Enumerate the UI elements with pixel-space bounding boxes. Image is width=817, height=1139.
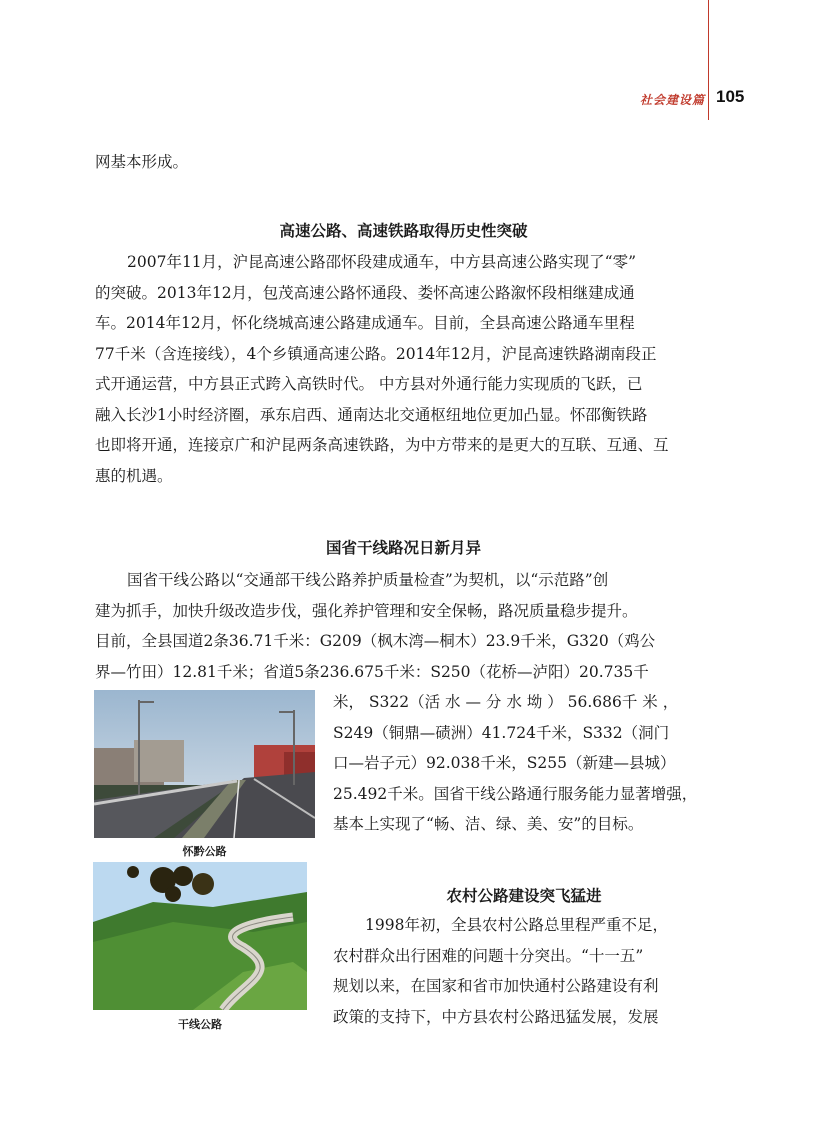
text-line: 目前，全县国道2条36.71千米：G209（枫木湾—桐木）23.9千米，G320（鸡公 (95, 632, 656, 650)
text-line: 政策的支持下，中方县农村公路迅猛发展，发展 (333, 1007, 659, 1026)
text-line: 农村群众出行困难的问题十分突出。“十一五” (333, 946, 644, 965)
page-number: 105 (716, 87, 745, 106)
header-divider-line (708, 0, 709, 120)
text-line: 式开通运营，中方县正式跨入高铁时代。 中方县对外通行能力实现质的飞跃，已 (95, 375, 643, 393)
text-line: 25.492千米。国省干线公路通行服务能力显著增强， (333, 784, 698, 803)
text-line: 77千米（含连接线），4个乡镇通高速公路。2014年12月，沪昆高速铁路湖南段正 (95, 344, 657, 363)
mountain-road-photo-caption: 干线公路 (178, 1018, 222, 1031)
text-line: 车。2014年12月，怀化绕城高速公路建成通车。目前，全县高速公路通车里程 (95, 314, 635, 332)
text-line: 口—岩子元）92.038千米，S255（新建—县城） (333, 754, 676, 772)
intro-line: 网基本形成。 (95, 153, 189, 171)
section2-heading: 国省干线路况日新月异 (325, 538, 481, 557)
section2-side-body (333, 687, 715, 840)
text-line: 基本上实现了“畅、洁、绿、美、安”的目标。 (333, 815, 644, 833)
text-line: 也即将开通，连接京广和沪昆两条高速铁路，为中方带来的是更大的互联、互通、互 (95, 436, 669, 454)
section2-body (95, 565, 715, 687)
text-line: 建为抓手，加快升级改造步伐，强化养护管理和安全保畅，路况质量稳步提升。 (95, 601, 638, 620)
text-line: 界—竹田）12.81千米；省道5条236.675千米：S250（花桥—泸阳）20.735千 (95, 662, 649, 681)
section-title: 社会建设篇 (640, 93, 706, 107)
text-line: 的突破。2013年12月，包茂高速公路怀通段、娄怀高速公路溆怀段相继建成通 (95, 283, 635, 302)
text-line: 1998年初，全县农村公路总里程严重不足， (365, 916, 668, 934)
road-photo-caption: 怀黔公路 (182, 845, 227, 858)
text-line: 2007年11月，沪昆高速公路邵怀段建成通车，中方县高速公路实现了“零” (127, 253, 637, 271)
text-line: 惠的机遇。 (95, 466, 173, 485)
section1-heading: 高速公路、高速铁路取得历史性突破 (279, 221, 528, 240)
section3-body (333, 910, 715, 1032)
section1-body (95, 247, 715, 491)
text-line: S249（铜鼎—碛洲）41.724千米，S332（洞门 (333, 723, 670, 742)
text-line: 国省干线公路以“交通部干线公路养护质量检查”为契机，以“示范路”创 (127, 571, 609, 589)
text-line: 规划以来，在国家和省市加快通村公路建设有利 (333, 977, 659, 995)
road-photo (94, 690, 315, 838)
text-line: 米， S322（活 水 — 分 水 坳 ） 56.686千 米 ， (333, 693, 679, 711)
mountain-road-photo (93, 862, 307, 1010)
text-line: 融入长沙1小时经济圈，承东启西、通南达北交通枢纽地位更加凸显。怀邵衡铁路 (95, 405, 648, 424)
section3-heading: 农村公路建设突飞猛进 (446, 886, 602, 905)
